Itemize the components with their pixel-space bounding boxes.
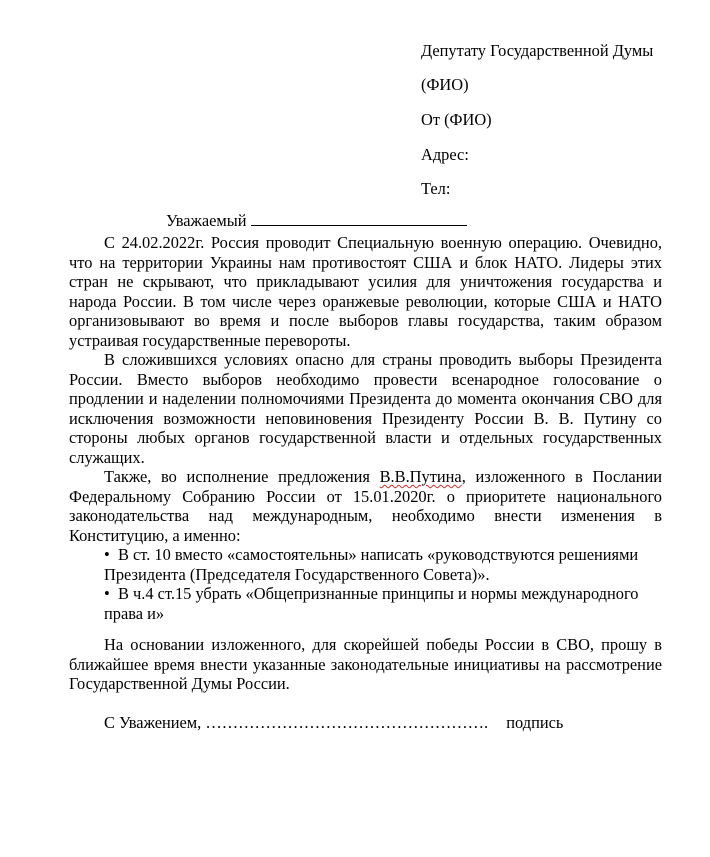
signature-sign-label: подпись <box>506 713 564 732</box>
paragraph-2: В сложившихся условиях опасно для страны проводить выборы Президента России. Вместо выборов необходимо провести всенародное голосование о продлении и наделении полномочиями Президента до момента окончания СВО для исключения возможности неповиновения Президенту России В. В. Путину со стороны любых органов государственной власти и отдельных государственных служащих. <box>69 350 662 467</box>
bullet-text: В ст. 10 вместо «самостоятельны» написать «руководствуются решениями Президента (Председателя Государственного Совета)». <box>104 545 639 584</box>
closing-paragraph: На основании изложенного, для скорейшей победы России в СВО, прошу в ближайшее время внести указанные законодательные инициативы на рассмотрение Государственной Думы России. <box>69 635 662 693</box>
bullet-item <box>69 545 662 584</box>
bullet-text: В ч.4 ст.15 убрать «Общепризнанные принципы и нормы международного права и» <box>104 584 639 623</box>
recipient-name-line: (ФИО) <box>421 75 469 94</box>
paragraph-3-start: Также, во исполнение предложения <box>104 467 380 486</box>
paragraph-3 <box>69 467 662 545</box>
paragraph-1: С 24.02.2022г. Россия проводит Специальную военную операцию. Очевидно, что на территории Украины нам противостоят США и блок НАТО. Лидеры этих стран не скрывают, что прикладывают усилия для уничтожения государства и народа России. В том числе через оранжевые революции, которые США и НАТО организовывают во время и после выборов главы государства, таким образом устраивая государственные перевороты. <box>69 233 662 350</box>
name-blank-line <box>251 211 467 226</box>
phone-line: Тел: <box>421 179 451 198</box>
address-line: Адрес: <box>421 145 469 164</box>
bullet-item <box>69 584 662 623</box>
letter-body <box>69 233 662 623</box>
paragraph-3-end: , изложенного в Послании Федеральному Собранию России от 15.01.2020г. о приоритете национального законодательства над международным, необходимо внести изменения в Конституцию, а именно: <box>69 467 662 545</box>
bullet-symbol: • <box>104 584 110 603</box>
bullet-symbol: • <box>104 545 110 564</box>
salutation-text: Уважаемый <box>166 211 247 230</box>
signature-dots: ……………………………………………. <box>205 713 489 732</box>
sender-line: От (ФИО) <box>421 110 492 129</box>
spellcheck-marked-word: В.В.Путина <box>379 467 462 486</box>
signature-line <box>104 713 563 733</box>
recipient-line: Депутату Государственной Думы <box>421 41 654 60</box>
signature-label: С Уважением, <box>104 713 202 732</box>
salutation <box>166 211 467 231</box>
